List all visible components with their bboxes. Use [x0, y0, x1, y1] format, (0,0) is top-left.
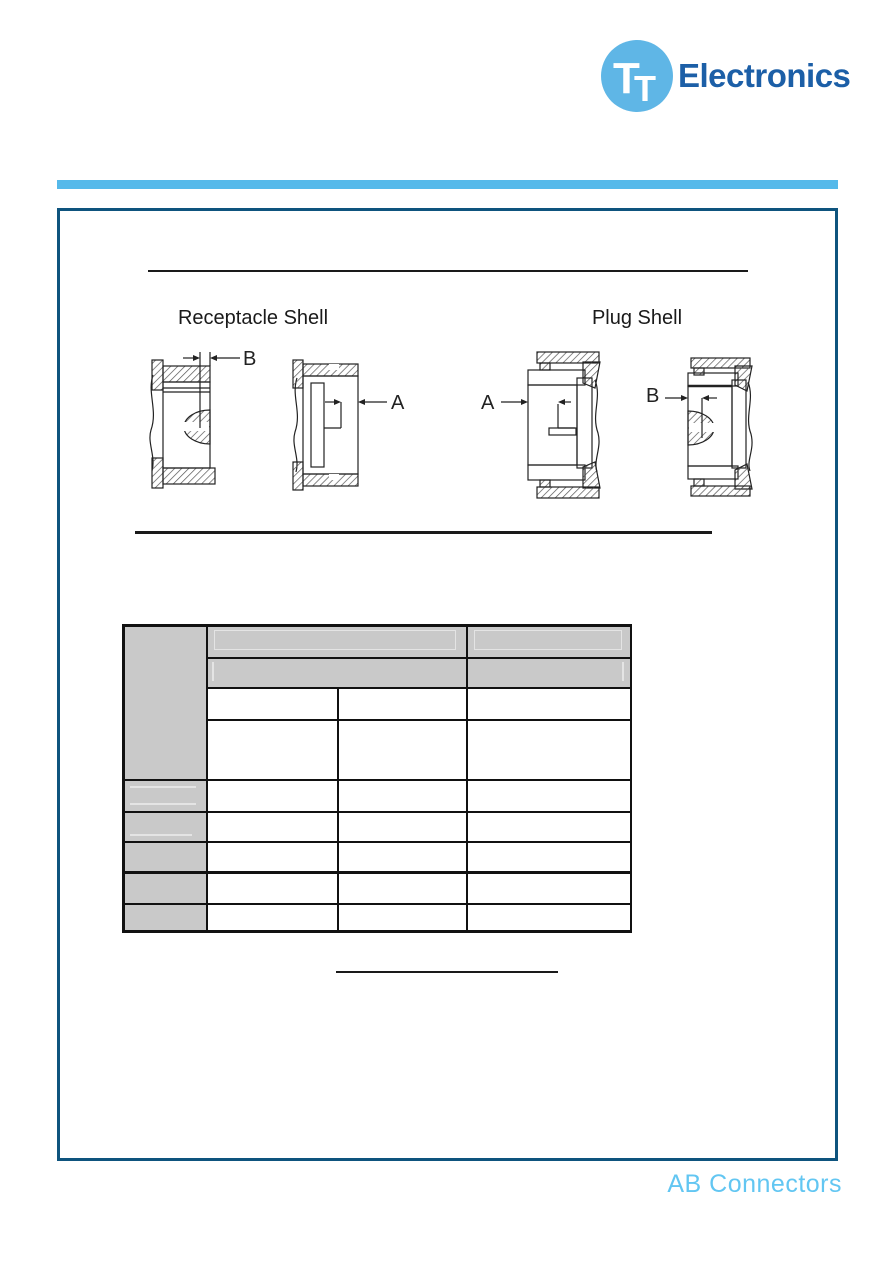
table-grid-line — [122, 930, 632, 933]
table-header-cell — [206, 657, 466, 687]
dim-label-receptacle-b: B — [243, 348, 257, 370]
table-row-header — [122, 811, 206, 841]
table-grid-line — [122, 841, 632, 843]
dimensions-table — [122, 624, 632, 933]
table-row-header — [122, 872, 206, 903]
receptacle-shell-heading: Receptacle Shell — [177, 307, 329, 329]
table-grid-line — [337, 687, 339, 933]
table-grid-line — [630, 624, 633, 933]
content-panel — [57, 208, 838, 1161]
table-row-header — [122, 903, 206, 933]
table-grid-line — [122, 624, 125, 933]
table-grid-line — [206, 719, 632, 721]
section-rule-top — [148, 270, 748, 272]
dim-label-plug-a: A — [481, 392, 495, 414]
header-divider — [57, 180, 838, 189]
monogram-letter-2: T — [634, 68, 656, 109]
logo-wordmark: Electronics — [678, 57, 851, 94]
table-grid-line — [122, 811, 632, 813]
placeholder-mark — [130, 803, 196, 805]
plug-shell-right-view — [665, 358, 752, 496]
placeholder-mark — [130, 834, 192, 836]
receptacle-shell-right-view — [293, 360, 387, 490]
table-grid-line — [122, 903, 632, 905]
table-grid-line — [466, 624, 468, 933]
table-grid-line — [122, 779, 632, 781]
table-grid-line — [206, 687, 632, 689]
tt-electronics-logo — [600, 39, 850, 113]
plug-shell-left-view — [501, 352, 600, 498]
placeholder-mark — [622, 662, 624, 681]
section-rule-bottom — [336, 971, 558, 973]
placeholder-mark — [474, 630, 622, 650]
table-header-cell — [466, 657, 632, 687]
table-grid-line — [206, 624, 208, 933]
table-grid-line — [122, 624, 632, 627]
monogram-letter-1: T — [613, 54, 640, 103]
plug-shell-heading: Plug Shell — [591, 307, 683, 329]
receptacle-shell-left-view — [150, 352, 240, 488]
table-row-header — [122, 779, 206, 811]
footer-brand: AB Connectors — [667, 1170, 842, 1198]
table-row-header-merged — [122, 624, 206, 779]
placeholder-mark — [214, 630, 456, 650]
table-row-header — [122, 841, 206, 872]
technical-drawings — [57, 338, 838, 518]
section-rule-middle — [135, 531, 712, 534]
tt-monogram-icon — [600, 39, 674, 113]
placeholder-mark — [130, 786, 196, 788]
dim-label-plug-b: B — [646, 385, 660, 407]
table-grid-line — [122, 871, 632, 874]
dim-label-receptacle-a: A — [391, 392, 405, 414]
table-grid-line — [206, 657, 632, 659]
placeholder-mark — [212, 662, 214, 681]
